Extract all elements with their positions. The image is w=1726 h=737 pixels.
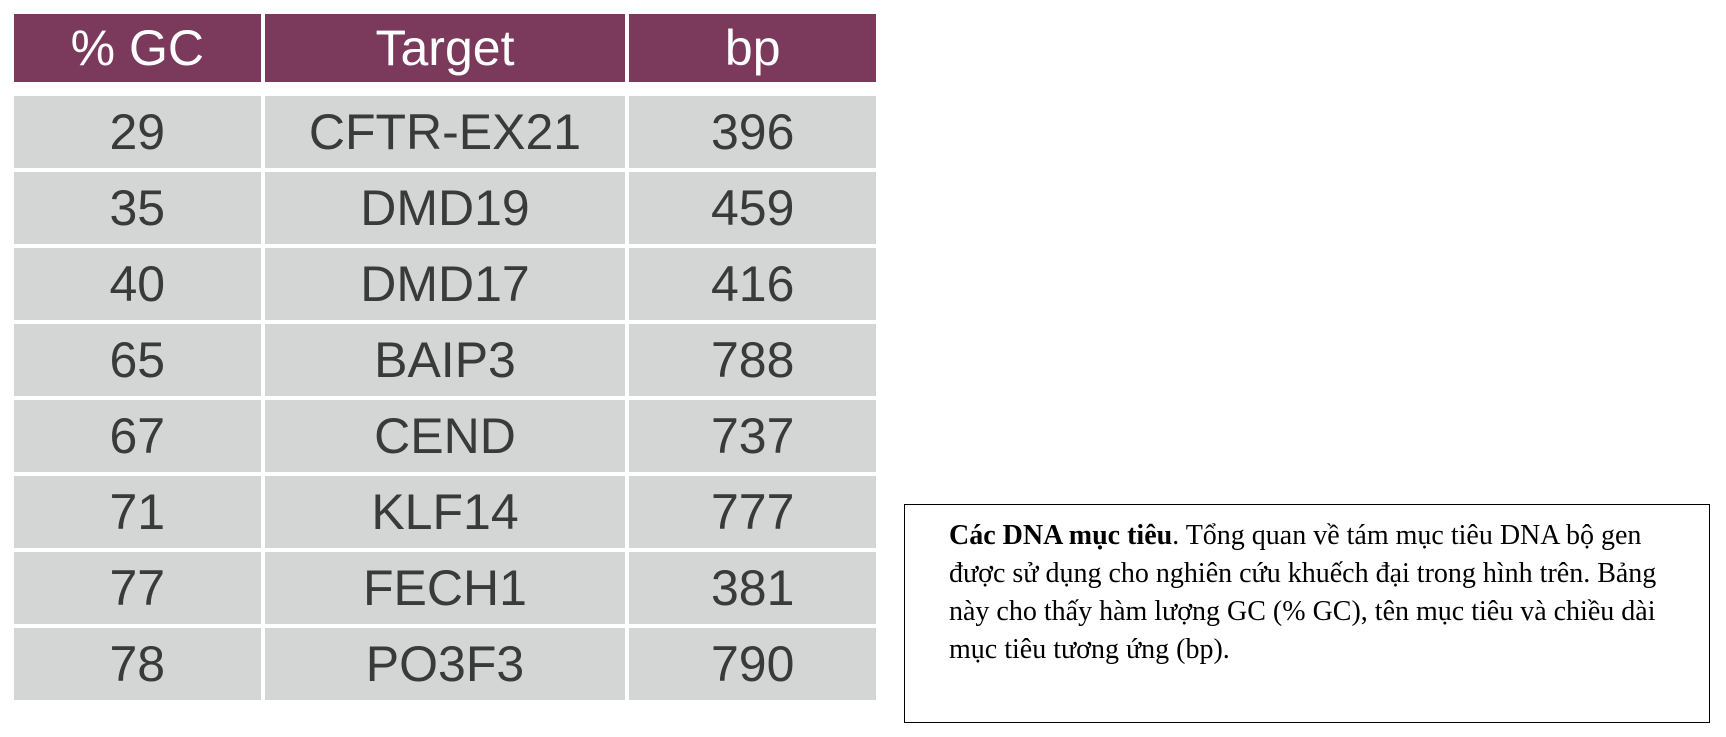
cell-target: BAIP3 bbox=[265, 324, 626, 396]
header-gap bbox=[14, 86, 876, 92]
gc-target-table-container bbox=[14, 14, 876, 700]
cell-gc: 35 bbox=[14, 172, 261, 244]
cell-gc: 29 bbox=[14, 96, 261, 168]
table-row bbox=[14, 248, 876, 320]
header-gc: % GC bbox=[14, 14, 261, 82]
cell-bp: 790 bbox=[629, 628, 876, 700]
cell-target: KLF14 bbox=[265, 476, 626, 548]
cell-target: DMD17 bbox=[265, 248, 626, 320]
cell-target: CFTR-EX21 bbox=[265, 96, 626, 168]
table-row bbox=[14, 172, 876, 244]
cell-bp: 381 bbox=[629, 552, 876, 624]
table-caption-box bbox=[904, 504, 1710, 723]
table-row bbox=[14, 476, 876, 548]
cell-gc: 67 bbox=[14, 400, 261, 472]
header-bp: bp bbox=[629, 14, 876, 82]
caption-body: . Tổng quan về tám mục tiêu DNA bộ gen được sử dụng cho nghiên cứu khuếch đại trong hình trên. Bảng này cho thấy hàm lượng GC (% GC), tên mục tiêu và chiều dài mục tiêu tương ứng (bp). bbox=[949, 520, 1657, 665]
gc-target-table bbox=[10, 10, 880, 704]
table-row bbox=[14, 96, 876, 168]
caption-title: Các DNA mục tiêu bbox=[949, 520, 1173, 551]
cell-bp: 416 bbox=[629, 248, 876, 320]
header-target: Target bbox=[265, 14, 626, 82]
cell-target: CEND bbox=[265, 400, 626, 472]
table-row bbox=[14, 400, 876, 472]
table-row bbox=[14, 552, 876, 624]
cell-bp: 396 bbox=[629, 96, 876, 168]
table-header-row bbox=[14, 14, 876, 82]
cell-bp: 777 bbox=[629, 476, 876, 548]
cell-target: PO3F3 bbox=[265, 628, 626, 700]
cell-gc: 40 bbox=[14, 248, 261, 320]
cell-bp: 788 bbox=[629, 324, 876, 396]
table-row bbox=[14, 324, 876, 396]
cell-gc: 71 bbox=[14, 476, 261, 548]
cell-target: DMD19 bbox=[265, 172, 626, 244]
cell-target: FECH1 bbox=[265, 552, 626, 624]
cell-bp: 737 bbox=[629, 400, 876, 472]
cell-gc: 65 bbox=[14, 324, 261, 396]
cell-bp: 459 bbox=[629, 172, 876, 244]
cell-gc: 77 bbox=[14, 552, 261, 624]
cell-gc: 78 bbox=[14, 628, 261, 700]
table-row bbox=[14, 628, 876, 700]
